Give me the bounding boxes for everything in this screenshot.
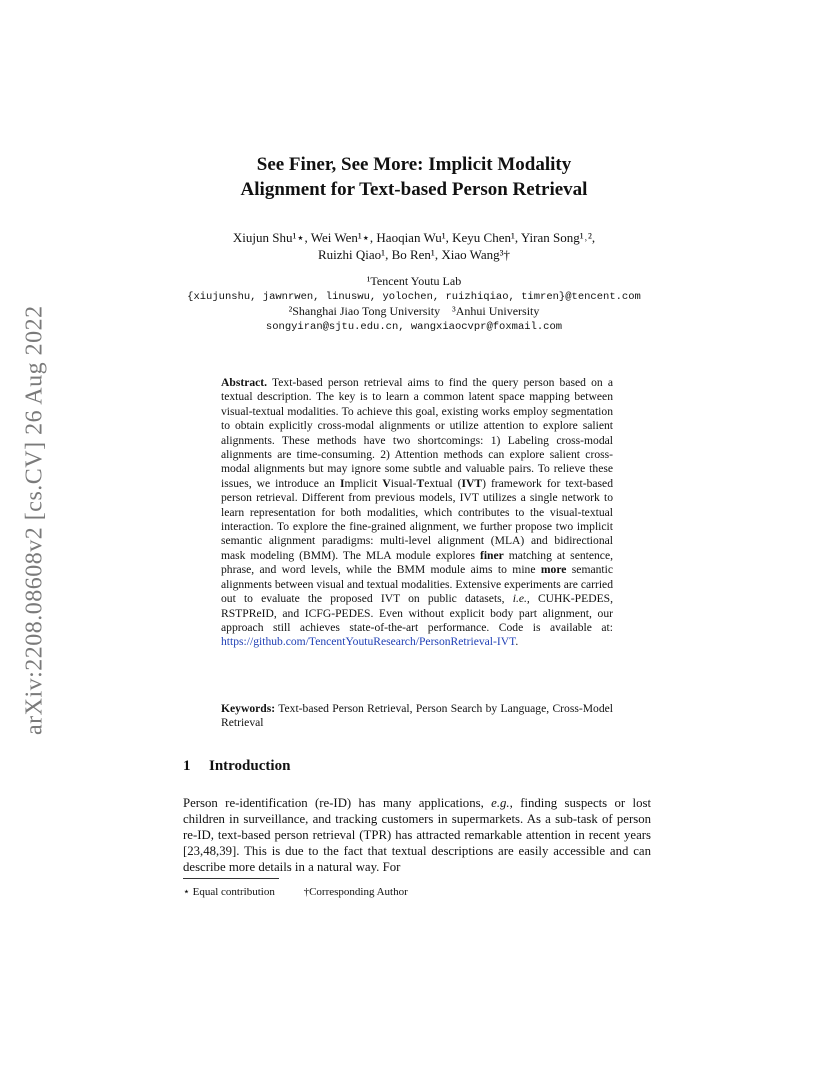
footnote-rule [183,878,279,879]
email-line-2: songyiran@sjtu.edu.cn, wangxiaocvpr@foxmail.com [265,321,563,333]
footnote-corresponding: †Corresponding Author [303,886,408,898]
abstract-bold-finer: finer [479,548,504,562]
abstract-text-i: mplicit [344,476,378,490]
author-list [150,229,678,263]
intro-italic-eg: e.g., [491,796,513,810]
footnotes [183,885,651,898]
paper-title [150,152,678,202]
keywords-text: Text-based Person Retrieval, Person Search by Language, Cross-Model Retrieval [221,702,613,730]
intro-paragraph [183,795,651,875]
section-number: 1 [183,758,191,774]
arxiv-watermark: arXiv:2208.08608v2 [cs.CV] 26 Aug 2022 [21,305,48,735]
abstract-text-1: Text-based person retrieval aims to find the query person based on a textual description. The key is to learn a common latent space mapping between visual-textual modalities. To achieve this goal, existing works employ segmentation to obtain explicitly cross-modal alignments or utilize attention to explore salient alignments. These methods have two shortcomings: 1) Labeling cross-modal alignments are time-consuming. 2) Attention methods can explore salient cross-modal alignments but may ignore some subtle and valuable pairs. To relieve these issues, we introduce an [221,376,613,490]
email-line-1: {xiujunshu, jawnrwen, linuswu, yolochen, ruizhiqiao, timren}@tencent.com [187,291,641,303]
abstract-text-v: isual- [390,476,417,490]
abstract-bold-v: V [382,476,391,490]
abstract-bold-more: more [540,563,567,577]
abstract-text-3: matching at sentence, phrase, and word levels, while the BMM module aims to mine [221,548,613,577]
authors-line-2: Ruizhi Qiao¹, Bo Ren¹, Xiao Wang³† [317,247,511,262]
abstract-bold-i: I [339,476,345,490]
abstract-bold-t: T [416,476,425,490]
abstract-text-t: extual ( [424,476,462,490]
footnote-equal: ⋆ Equal contribution [183,886,275,898]
abstract-text-4: semantic alignments between visual and textual modalities. Extensive experiments are carried out to evaluate the proposed IVT on public datasets, [221,563,613,606]
affiliation-1: ¹Tencent Youtu Lab [366,274,462,288]
title-line-1: See Finer, See More: Implicit Modality [256,154,572,175]
abstract-text-2: ) framework for text-based person retrieval. Different from previous models, IVT utilizes a single network to learn representation for both modalities, which contributes to the visual-textual interaction. To explore the fine-grained alignment, we further propose two implicit semantic alignment paradigms: multi-level alignment (MLA) and bidirectional mask modeling (BMM). The MLA module explores [221,476,614,562]
intro-text-2: finding suspects or lost children in surveillance, and tracking customers in supermarkets. As a sub-task of person re-ID, text-based person retrieval (TPR) has attracted remarkable attention in recent years [23,48,39]. This is due to the fact that textual descriptions are easily accessible and can describe more details in a natural way. For [183,796,652,874]
title-line-2: Alignment for Text-based Person Retrieval [240,179,588,200]
keywords-label: Keywords: [221,702,276,715]
section-title: Introduction [209,758,291,774]
abstract-end: . [515,635,519,649]
section-heading [183,758,290,775]
abstract [221,376,613,650]
code-link[interactable]: https://github.com/TencentYoutuResearch/PersonRetrieval-IVT [221,635,516,649]
keywords [221,702,613,731]
abstract-text-5: CUHK-PEDES, RSTPReID, and ICFG-PEDES. Even without explicit body part alignment, our approach still achieves state-of-the-art performance. Code is available at: [221,592,613,634]
authors-line-1: Xiujun Shu¹⋆, Wei Wen¹⋆, Haoqian Wu¹, Keyu Chen¹, Yiran Song¹˒², [232,230,596,245]
abstract-italic-ie: i.e., [512,592,530,606]
abstract-bold-ivt: IVT [461,476,483,490]
intro-text-1: Person re-identification (re-ID) has many applications, [183,796,484,810]
affiliation-2: ²Shanghai Jiao Tong University ³Anhui University [288,304,540,318]
abstract-label: Abstract. [221,376,268,389]
